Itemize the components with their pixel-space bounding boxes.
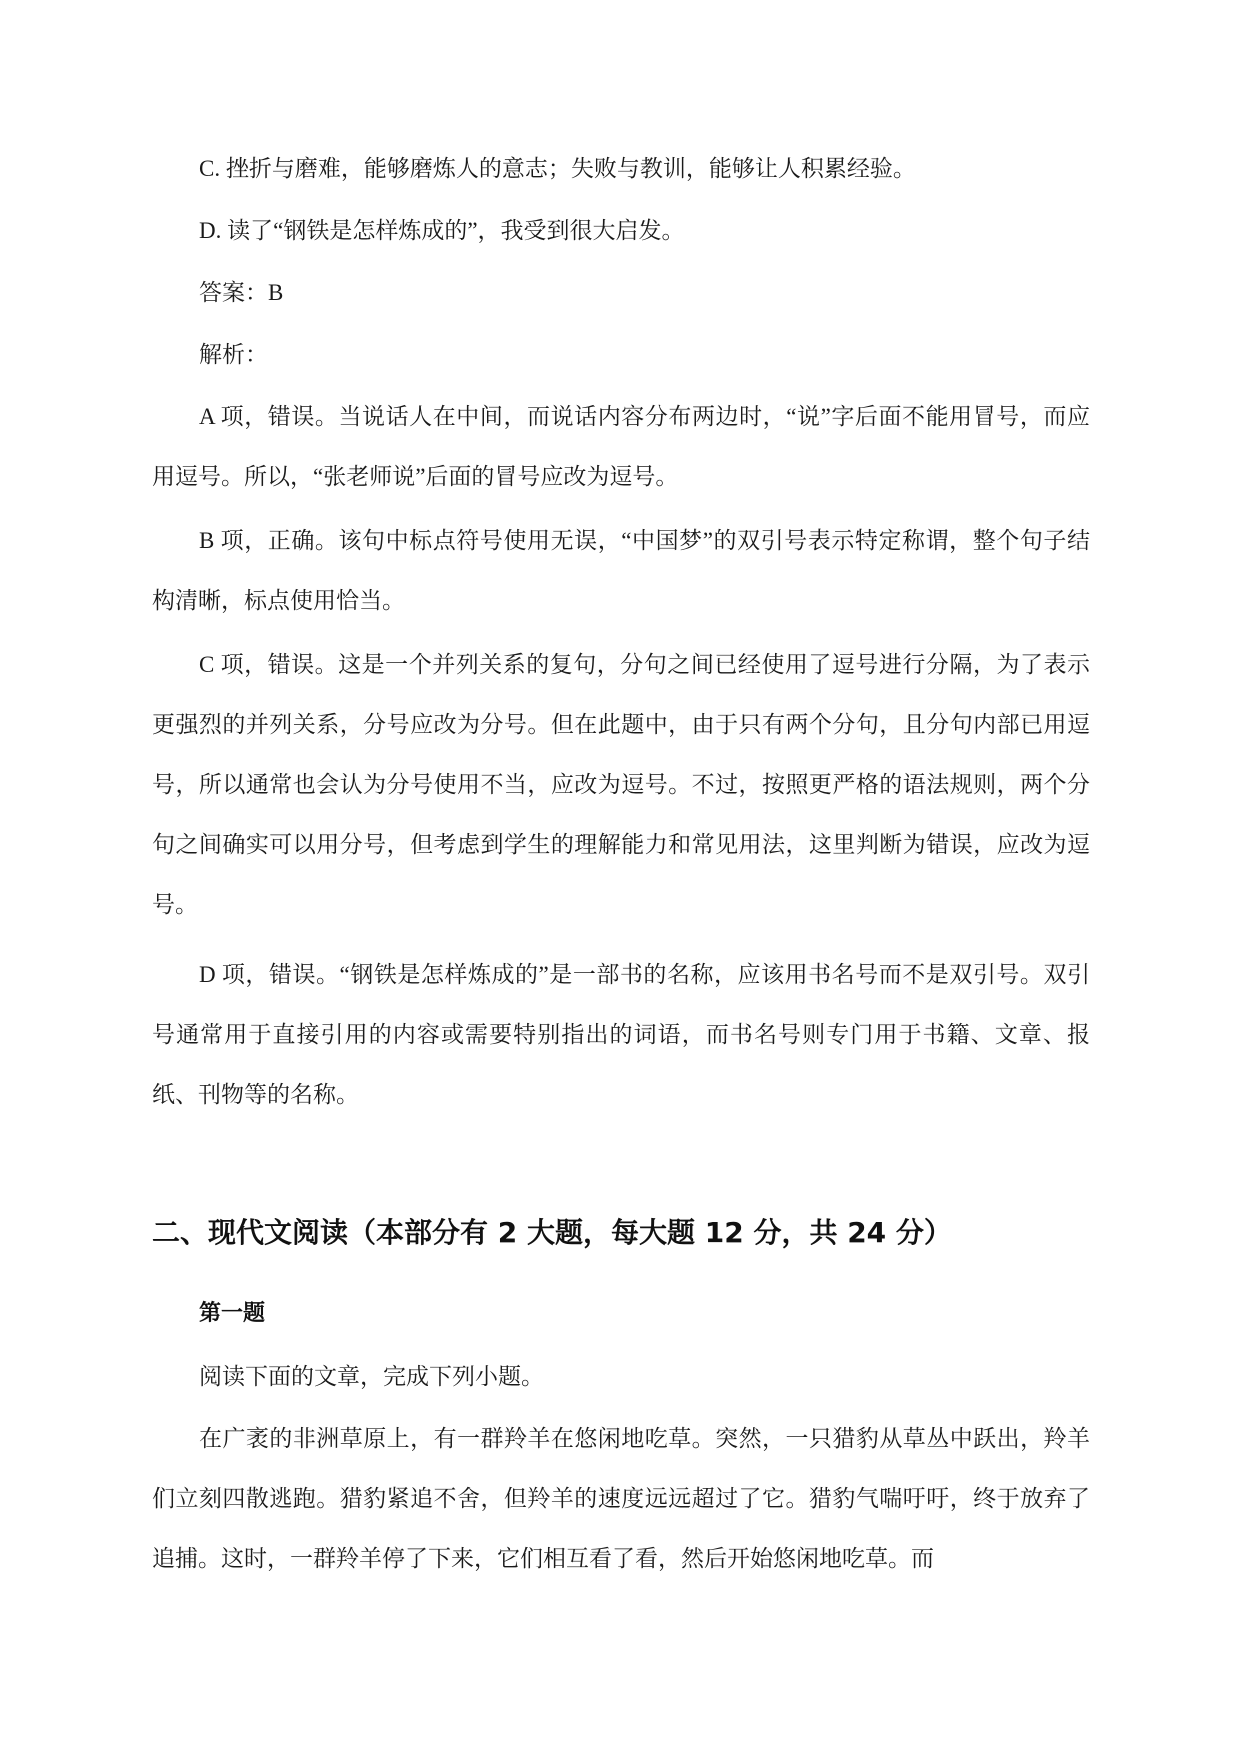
analysis-c: C 项，错误。这是一个并列关系的复句，分句之间已经使用了逗号进行分隔，为了表示更强烈的并列关系，分号应改为分号。但在此题中，由于只有两个分句，且分句内部已用逗号，所以通常也会认为分号使用不当，应改为逗号。不过，按照更严格的语法规则，两个分句之间确实可以用分号，但考虑到学生的理解能力和常见用法，这里判断为错误，应改为逗号。: [152, 652, 1090, 917]
analysis-d: D 项，错误。“钢铁是怎样炼成的”是一部书的名称，应该用书名号而不是双引号。双引号通常用于直接引用的内容或需要特别指出的词语，而书名号则专门用于书籍、文章、报纸、刊物等的名称。: [152, 962, 1090, 1107]
section-heading: 二、现代文阅读（本部分有 2 大题，每大题 12 分，共 24 分）: [152, 1216, 952, 1249]
option-c: C. 挫折与磨难，能够磨炼人的意志；失败与教训，能够让人积累经验。: [199, 156, 916, 181]
analysis-label: 解析：: [199, 342, 268, 367]
answer-line: 答案：B: [199, 280, 284, 305]
option-d: D. 读了“钢铁是怎样炼成的”，我受到很大启发。: [199, 218, 685, 243]
reading-passage: 在广袤的非洲草原上，有一群羚羊在悠闲地吃草。突然，一只猎豹从草丛中跃出，羚羊们立刻四散逃跑。猎豹紧追不舍，但羚羊的速度远远超过了它。猎豹气喘吁吁，终于放弃了追捕。这时，一群羚羊停了下来，它们相互看了看，然后开始悠闲地吃草。而: [152, 1426, 1090, 1571]
analysis-a: A 项，错误。当说话人在中间，而说话内容分布两边时，“说”字后面不能用冒号，而应用逗号。所以，“张老师说”后面的冒号应改为逗号。: [152, 404, 1090, 489]
analysis-b: B 项，正确。该句中标点符号使用无误，“中国梦”的双引号表示特定称谓，整个句子结构清晰，标点使用恰当。: [152, 528, 1090, 613]
question-title: 第一题: [199, 1301, 266, 1326]
reading-instruction: 阅读下面的文章，完成下列小题。: [199, 1364, 544, 1389]
